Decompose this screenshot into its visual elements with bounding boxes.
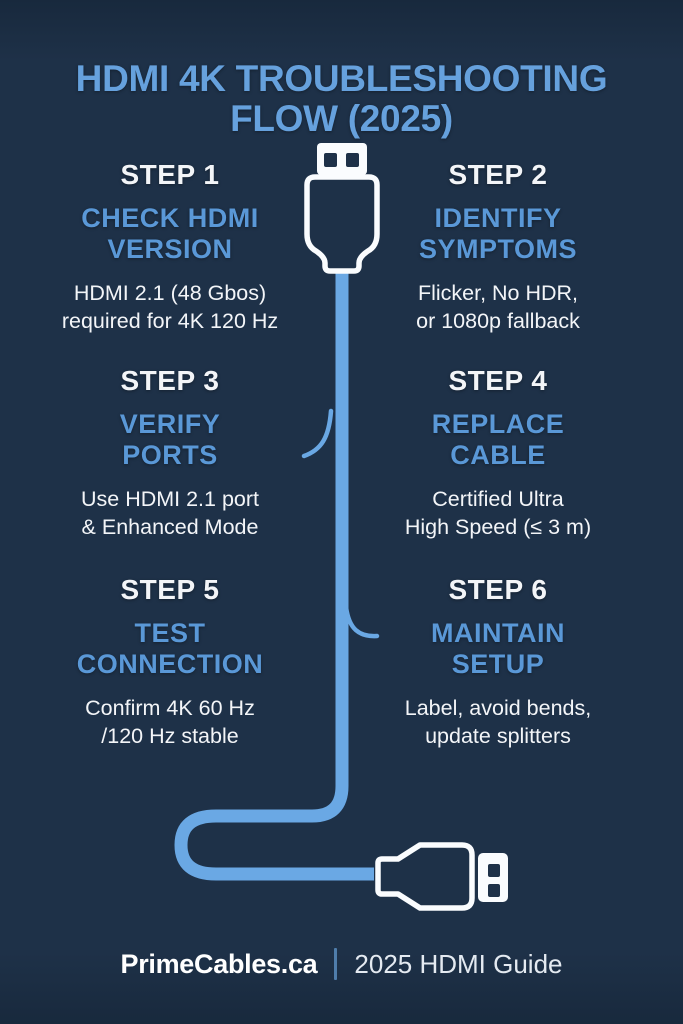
title-line: HDMI 4K TROUBLESHOOTING (75, 57, 608, 99)
step-body (348, 280, 648, 336)
step-number: STEP 6 (448, 574, 548, 605)
step-body (20, 486, 320, 542)
step-heading-line: MAINTAIN (431, 618, 565, 648)
step-heading-line: IDENTIFY (434, 203, 562, 233)
step-body (20, 280, 320, 336)
step-heading-line: CHECK HDMI (81, 203, 259, 233)
step-heading (348, 618, 648, 681)
footer (0, 948, 683, 980)
step-heading-line: SYMPTOMS (418, 234, 578, 265)
footer-divider (334, 948, 337, 980)
step-number: STEP 4 (448, 365, 548, 396)
step-heading-line: SETUP (451, 649, 545, 680)
step-number: STEP 5 (120, 574, 220, 605)
step-body-line: Use HDMI 2.1 port (80, 486, 260, 511)
step-heading (348, 409, 648, 472)
step-body-line: Label, avoid bends, (404, 695, 592, 720)
step-heading-line: PORTS (122, 440, 218, 471)
step-body-line: or 1080p fallback (416, 308, 580, 333)
step-body-line: required for 4K 120 Hz (61, 308, 279, 333)
step-body-line: & Enhanced Mode (81, 514, 259, 539)
step-heading-line: VERSION (107, 234, 233, 265)
step-number: STEP 3 (120, 365, 220, 396)
step-1-block (20, 159, 320, 336)
step-number: STEP 2 (448, 159, 548, 190)
step-heading (20, 409, 320, 472)
step-body-line: Flicker, No HDR, (417, 280, 579, 305)
step-heading-line: TEST (134, 618, 206, 648)
step-4-block (348, 365, 648, 542)
step-body (348, 486, 648, 542)
step-5-block (20, 574, 320, 751)
step-body-line: update splitters (425, 723, 571, 748)
step-heading (348, 203, 648, 266)
step-body-line: /120 Hz stable (101, 723, 239, 748)
step-body-line: Confirm 4K 60 Hz (85, 695, 255, 720)
step-heading (20, 618, 320, 681)
step-body (20, 695, 320, 751)
step-2-block (348, 159, 648, 336)
hdmi-cable-icon (181, 269, 377, 874)
step-3-block (20, 365, 320, 542)
page-title (0, 59, 683, 140)
step-heading (20, 203, 320, 266)
step-body (348, 695, 648, 751)
step-heading-line: CABLE (450, 440, 546, 471)
step-heading-line: REPLACE (431, 409, 565, 439)
step-body-line: HDMI 2.1 (48 Gbos) (73, 280, 267, 305)
footer-caption: 2025 HDMI Guide (354, 948, 563, 979)
step-body-line: Certified Ultra (432, 486, 564, 511)
step-body-line: High Speed (≤ 3 m) (404, 514, 592, 539)
step-heading-line: CONNECTION (76, 649, 264, 680)
brand-logo: PrimeCables.ca (120, 948, 318, 979)
hdmi-plug-bottom-icon (378, 845, 508, 908)
title-line: FLOW (2025) (230, 98, 453, 140)
step-6-block (348, 574, 648, 751)
step-heading-line: VERIFY (119, 409, 221, 439)
step-number: STEP 1 (120, 159, 220, 190)
